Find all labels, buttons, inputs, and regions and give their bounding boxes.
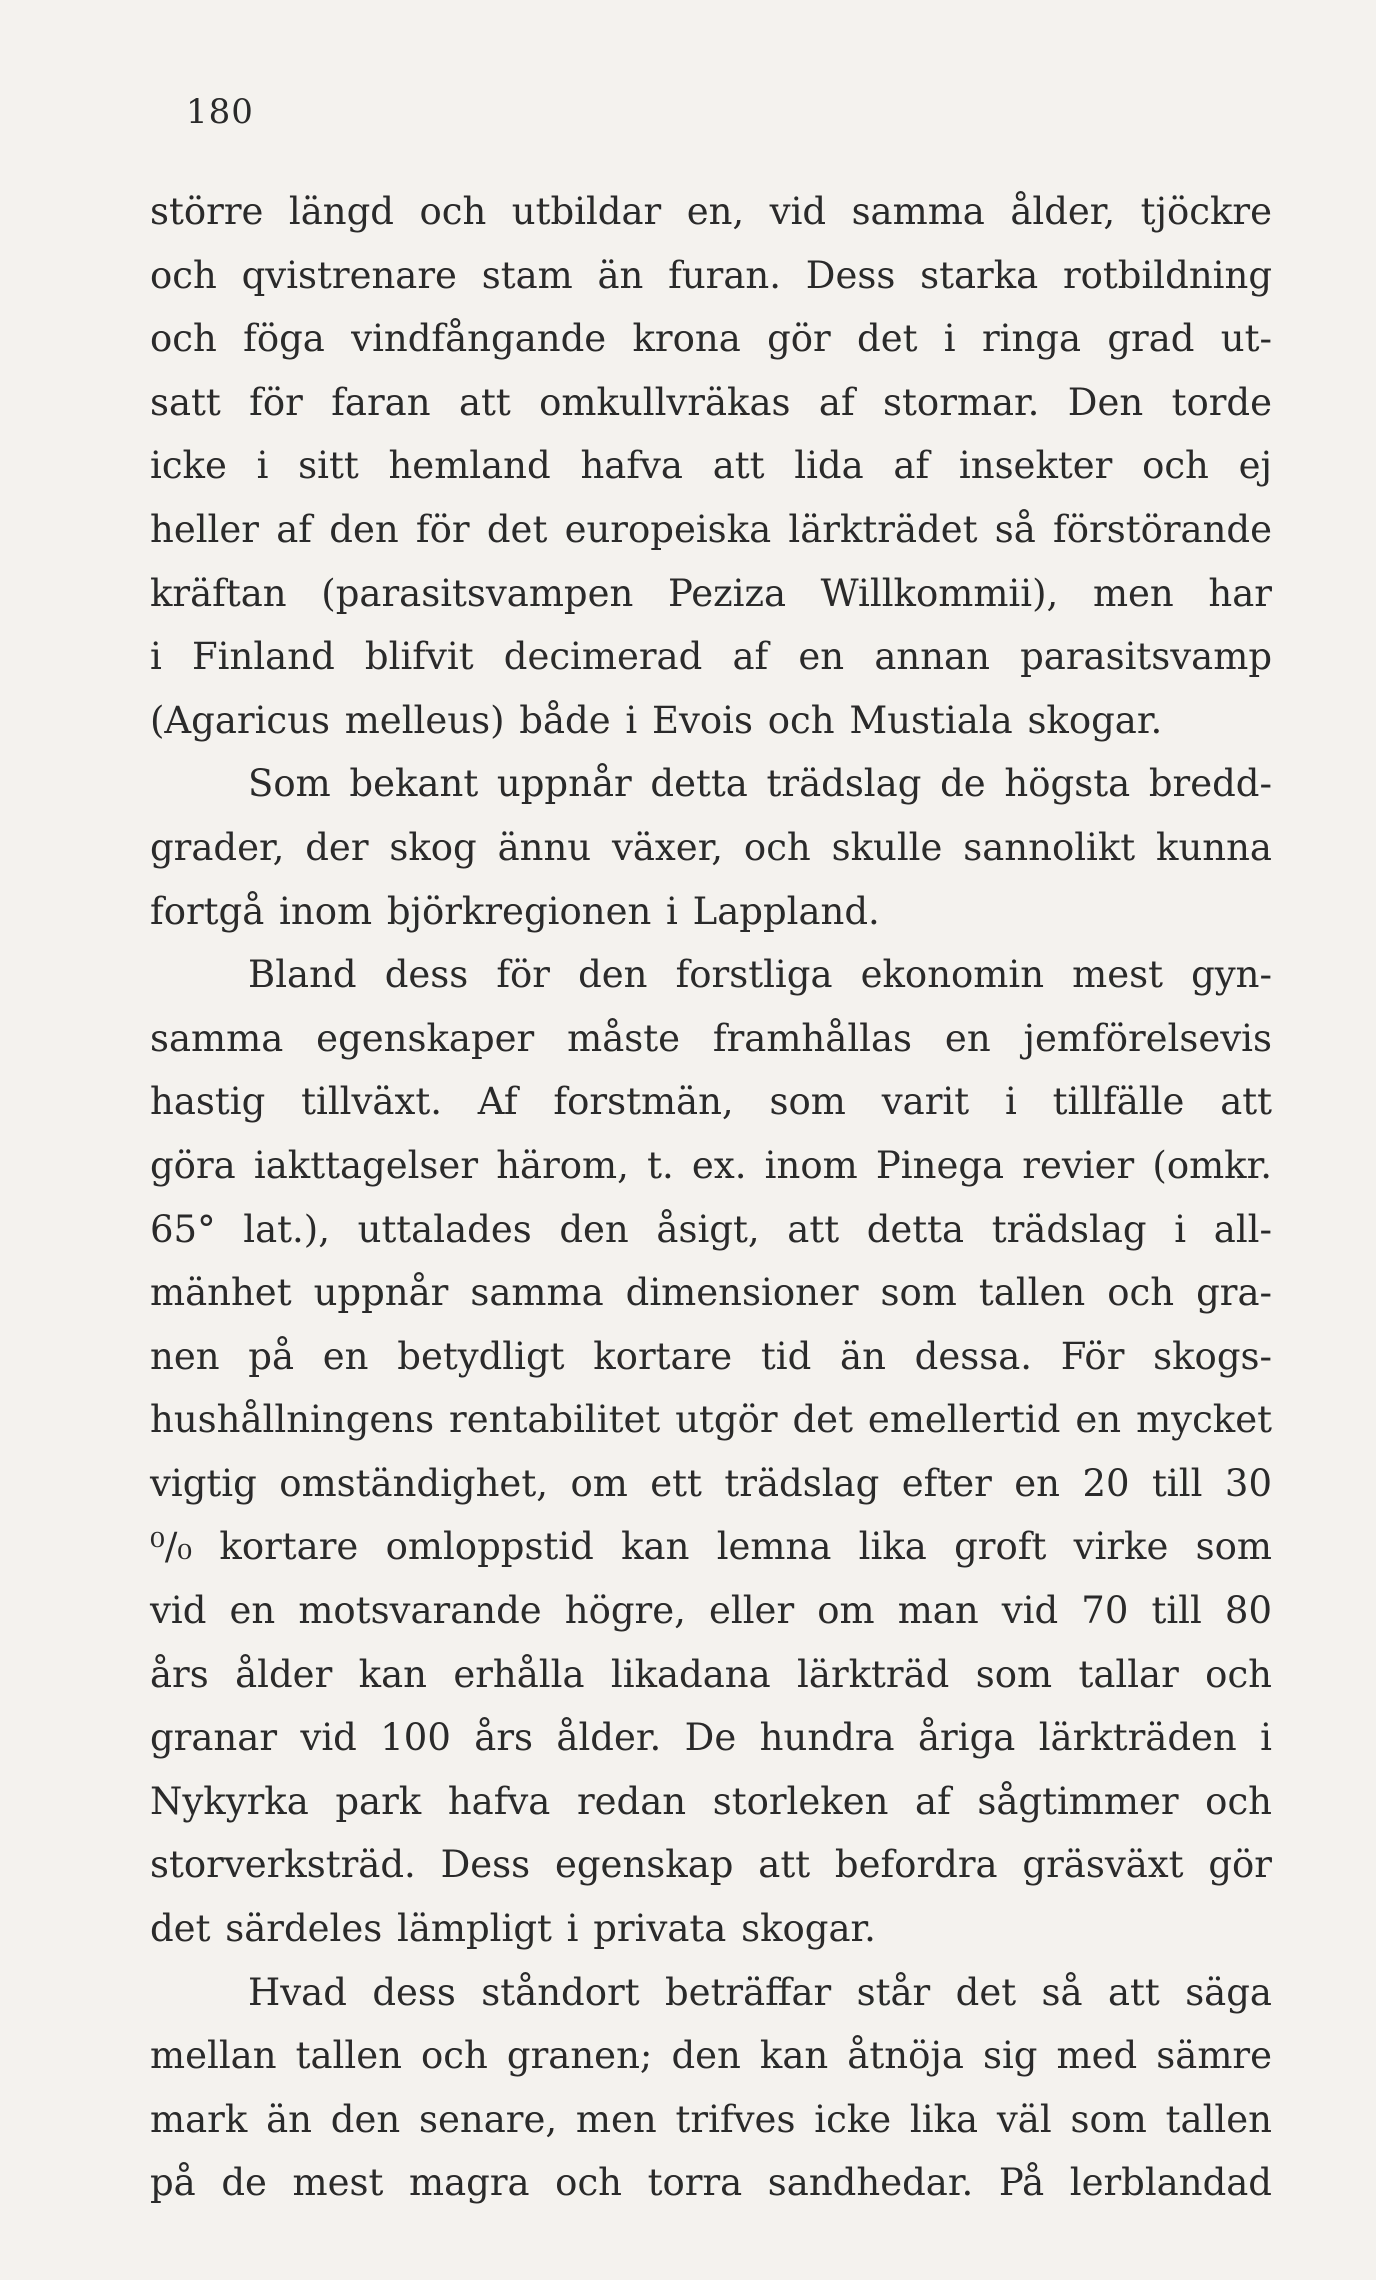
text-line: satt för faran att omkullvräkas af stormar. Den torde bbox=[150, 380, 1272, 424]
text-line: Som bekant uppnår detta trädslag de högsta bredd- bbox=[248, 762, 1272, 806]
text-line: samma egenskaper måste framhållas en jemförelsevis bbox=[150, 1016, 1272, 1060]
body-text bbox=[150, 180, 1272, 2215]
text-line: på de mest magra och torra sandhedar. På lerblandad bbox=[150, 2161, 1272, 2205]
text-line: fortgå inom björkregionen i Lappland. bbox=[150, 889, 880, 933]
text-line: heller af den för det europeiska lärkträdet så förstörande bbox=[150, 507, 1272, 551]
text-line: det särdeles lämpligt i privata skogar. bbox=[150, 1907, 876, 1951]
text-line: större längd och utbildar en, vid samma ålder, tjöckre bbox=[150, 190, 1272, 233]
text-line: icke i sitt hemland hafva att lida af insekter och ej bbox=[150, 444, 1272, 488]
text-line: göra iakttagelser härom, t. ex. inom Pinega revier (omkr. bbox=[150, 1143, 1272, 1187]
text-line: vid en motsvarande högre, eller om man vid 70 till 80 bbox=[150, 1589, 1272, 1633]
text-line: Hvad dess ståndort beträffar står det så att säga bbox=[248, 1970, 1272, 2014]
text-line: hastig tillväxt. Af forstmän, som varit i tillfälle att bbox=[150, 1080, 1272, 1124]
text-line: (Agaricus melleus) både i Evois och Mustiala skogar. bbox=[150, 698, 1163, 742]
text-line: storverksträd. Dess egenskap att befordra gräsväxt gör bbox=[150, 1843, 1272, 1887]
text-line: kräftan (parasitsvampen Peziza Willkommii), men har bbox=[150, 571, 1272, 615]
text-line: års ålder kan erhålla likadana lärkträd som tallar och bbox=[150, 1652, 1272, 1696]
text-line: ⁰/₀ kortare omloppstid kan lemna lika groft virke som bbox=[150, 1525, 1272, 1569]
text-line: nen på en betydligt kortare tid än dessa. För skogs- bbox=[150, 1334, 1272, 1378]
text-line: 65° lat.), uttalades den åsigt, att detta trädslag i all- bbox=[150, 1207, 1272, 1251]
text-line: vigtig omständighet, om ett trädslag efter en 20 till 30 bbox=[150, 1461, 1272, 1505]
text-line: mellan tallen och granen; den kan åtnöja sig med sämre bbox=[150, 2034, 1272, 2078]
page-number: 180 bbox=[186, 92, 254, 132]
text-line: och qvistrenare stam än furan. Dess starka rotbildning bbox=[150, 253, 1272, 297]
text-line: mark än den senare, men trifves icke lika väl som tallen bbox=[150, 2097, 1272, 2141]
text-line: hushållningens rentabilitet utgör det emellertid en mycket bbox=[150, 1398, 1272, 1442]
text-line: i Finland blifvit decimerad af en annan parasitsvamp bbox=[150, 635, 1272, 679]
text-line: Bland dess för den forstliga ekonomin mest gyn- bbox=[248, 953, 1272, 997]
text-line: granar vid 100 års ålder. De hundra åriga lärkträden i bbox=[150, 1716, 1272, 1760]
text-line: mänhet uppnår samma dimensioner som tallen och gra- bbox=[150, 1271, 1272, 1315]
text-line: Nykyrka park hafva redan storleken af sågtimmer och bbox=[150, 1779, 1272, 1823]
text-line: och föga vindfångande krona gör det i ringa grad ut- bbox=[150, 317, 1272, 361]
text-line: grader, der skog ännu växer, och skulle sannolikt kunna bbox=[150, 825, 1272, 869]
